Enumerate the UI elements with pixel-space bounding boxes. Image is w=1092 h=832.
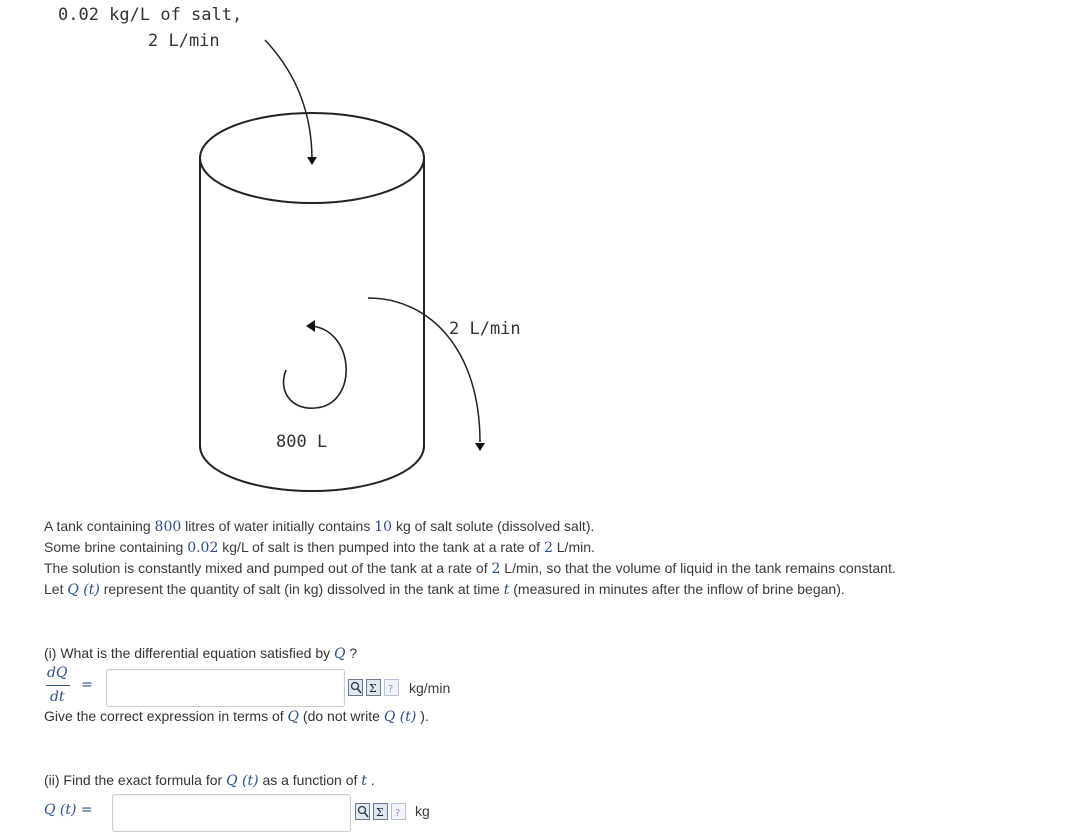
fraction-bar [46, 685, 70, 686]
part2-unit: kg [415, 803, 430, 819]
part2-lhs: Q (t) = [44, 802, 93, 818]
differential-equation-input[interactable] [106, 669, 345, 707]
tank-cylinder [200, 113, 424, 491]
tank-diagram [0, 0, 560, 510]
q-of-t-formula-input[interactable] [112, 794, 351, 832]
problem-line-4: Let Q (t) represent the quantity of salt (in kg) dissolved in the tank at time t (measured in minutes after the inflow of brine began). [44, 581, 845, 598]
part2-question: (ii) Find the exact formula for Q (t) as a function of t . [44, 772, 375, 789]
help-icon[interactable] [391, 803, 406, 820]
equation-editor-icon[interactable] [366, 679, 381, 696]
inflow-concentration-label: 0.02 kg/L of salt, [58, 5, 243, 25]
problem-statement [44, 516, 896, 600]
problem-line-3: The solution is constantly mixed and pumped out of the tank at a rate of 2 L/min, so that the volume of liquid in the tank remains constant. [44, 560, 896, 577]
svg-text:Σ: Σ [369, 682, 377, 695]
svg-text:?: ? [388, 684, 394, 695]
outflow-rate-label: 2 L/min [449, 319, 521, 339]
preview-icon[interactable] [348, 679, 363, 696]
preview-icon[interactable] [355, 803, 370, 820]
part1-hint: Give the correct expression in terms of Q (do not write Q (t) ). [44, 708, 429, 725]
part1-question: (i) What is the differential equation satisfied by Q ? [44, 645, 358, 662]
svg-text:?: ? [395, 808, 401, 819]
problem-line-1: A tank containing 800 litres of water initially contains 10 kg of salt solute (dissolved salt). [44, 518, 595, 535]
svg-text:Σ: Σ [376, 806, 384, 819]
mixing-swirl-icon [284, 326, 347, 408]
derivative-numerator: dQ [47, 665, 68, 681]
part1-unit: kg/min [409, 680, 451, 696]
derivative-denominator: dt [50, 689, 65, 705]
inflow-rate-label: 2 L/min [148, 31, 220, 51]
equals-sign: = [81, 677, 93, 693]
tank-volume-label: 800 L [276, 432, 328, 452]
help-icon[interactable] [384, 679, 399, 696]
inflow-arrow [265, 40, 312, 160]
outflow-arrowhead [475, 443, 485, 451]
equation-editor-icon[interactable] [373, 803, 388, 820]
inflow-arrowhead [307, 157, 317, 165]
problem-line-2: Some brine containing 0.02 kg/L of salt is then pumped into the tank at a rate of 2 L/min. [44, 539, 595, 556]
